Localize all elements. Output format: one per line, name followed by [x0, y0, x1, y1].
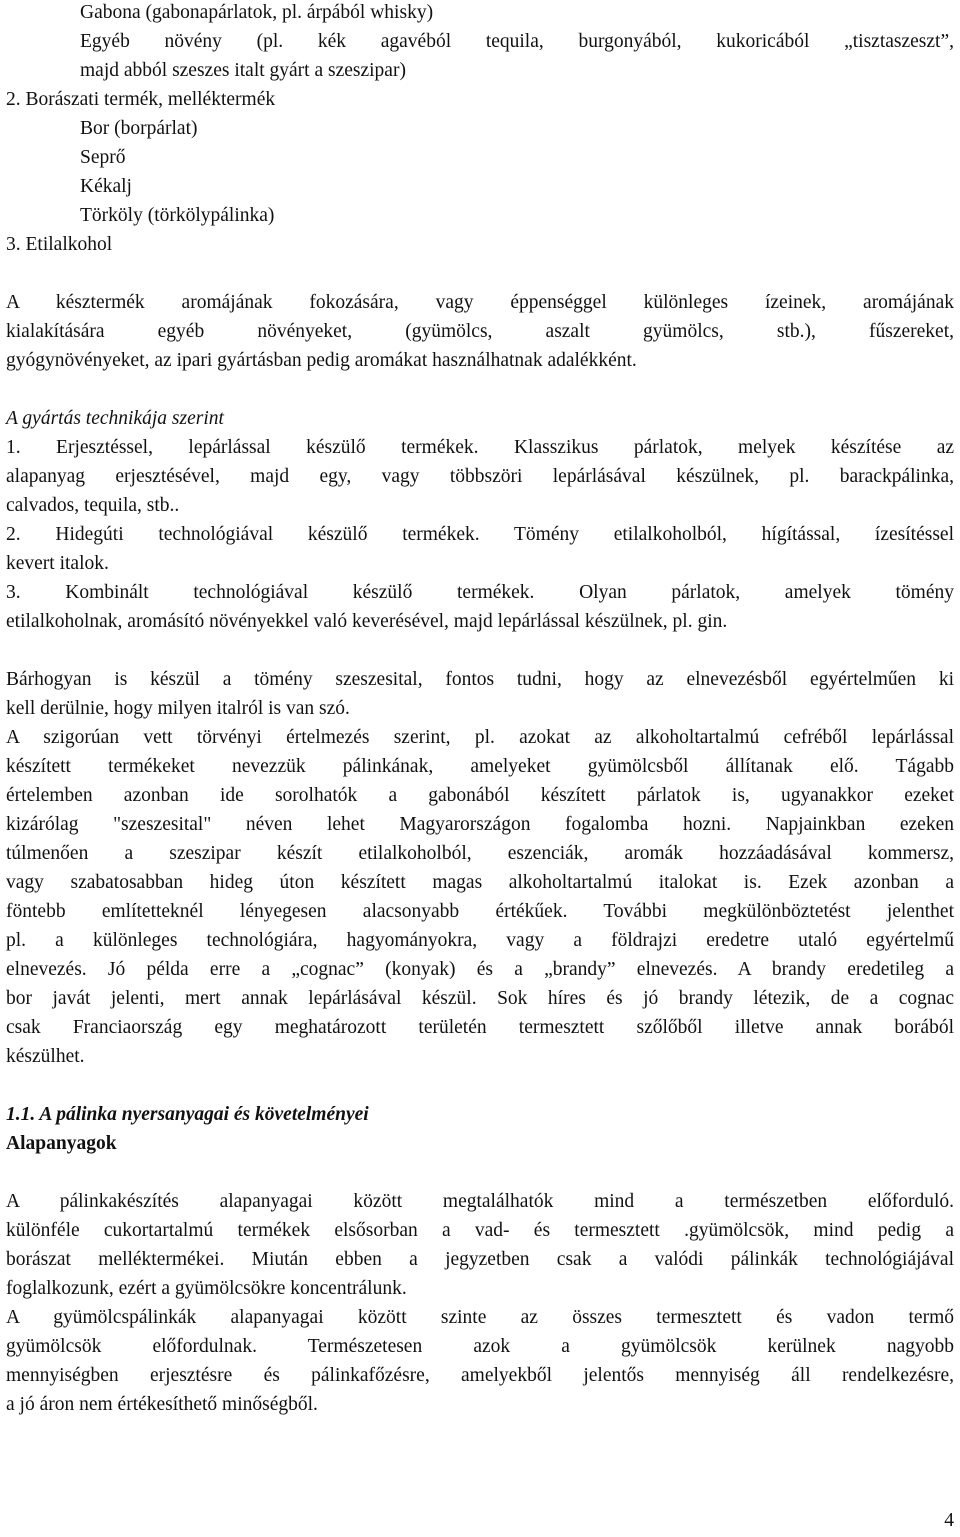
list-item-etilalkohol: 3. Etilalkohol — [6, 234, 113, 255]
paragraph-line: csak Franciaország egy meghatározott területén termesztett szőlőből illetve annak borából — [6, 1017, 954, 1038]
paragraph-line: Bárhogyan is készül a tömény szeszesital, fontos tudni, hogy az elnevezésből egyértelműen ki — [6, 669, 954, 690]
paragraph-line: A pálinkakészítés alapanyagai között megtalálhatók mind a természetben előforduló. — [6, 1191, 954, 1212]
list-item-sepro: Seprő — [80, 147, 126, 168]
list-item-bor: Bor (borpárlat) — [80, 118, 198, 139]
list-item-kekalj: Kékalj — [80, 176, 132, 197]
paragraph-line: bor javát jelenti, mert annak lepárlásával készül. Sok híres és jó brandy létezik, de a cognac — [6, 988, 954, 1009]
paragraph-line: kell derülnie, hogy milyen italról is van szó. — [6, 698, 350, 719]
paragraph-line: túlmenően a szeszipar készít etilalkoholból, eszenciák, aromák hozzáadásával kommersz, — [6, 843, 954, 864]
paragraph-line: különféle cukortartalmú termékek elsősorban a vad- és termesztett .gyümölcsök, mind pedig a — [6, 1220, 954, 1241]
page-number: 4 — [944, 1510, 954, 1531]
paragraph-line: kialakítására egyéb növényeket, (gyümölcs, aszalt gyümölcs, stb.), fűszereket, — [6, 321, 954, 342]
paragraph-line: készített termékeket nevezzük pálinkának, amelyeket gyümölcsből állítanak elő. Tágabb — [6, 756, 954, 777]
paragraph-line: értelemben azonban ide sorolhatók a gabonából készített párlatok is, ugyanakkor ezeket — [6, 785, 954, 806]
paragraph-line: a jó áron nem értékesíthető minőségből. — [6, 1394, 318, 1415]
paragraph-line: gyümölcsök előfordulnak. Természetesen azok a gyümölcsök kerülnek nagyobb — [6, 1336, 954, 1357]
paragraph-line: etilalkoholnak, aromásító növényekkel való keverésével, majd lepárlással készülnek, pl. gin. — [6, 611, 728, 632]
paragraph-line: A gyümölcspálinkák alapanyagai között szinte az összes termesztett és vadon termő — [6, 1307, 954, 1328]
paragraph-line: vagy szabatosabban hideg úton készített magas alkoholtartalmú italokat is. Ezek azonban a — [6, 872, 954, 893]
paragraph-line: borászat melléktermékei. Miután ebben a jegyzetben csak a valódi pálinkák technológiájával — [6, 1249, 954, 1270]
paragraph-line: 2. Hidegúti technológiával készülő termékek. Tömény etilalkoholból, hígítással, ízesítéssel — [6, 524, 954, 545]
paragraph-line: 3. Kombinált technológiával készülő termékek. Olyan párlatok, amelyek tömény — [6, 582, 954, 603]
technika-heading: A gyártás technikája szerint — [6, 408, 224, 429]
paragraph-line: pl. a különleges technológiára, hagyományokra, vagy a földrajzi eredetre utaló egyértelmű — [6, 930, 954, 951]
paragraph-line: mennyiségben erjesztésre és pálinkafőzésre, amelyekből jelentős mennyiség áll rendelkezésre, — [6, 1365, 954, 1386]
paragraph-line: gyógynövényeket, az ipari gyártásban pedig aromákat használhatnak adalékként. — [6, 350, 637, 371]
section-heading: 1.1. A pálinka nyersanyagai és követelményei — [6, 1104, 369, 1125]
paragraph-line: készülhet. — [6, 1046, 85, 1067]
paragraph-line: kizárólag "szeszesital" néven lehet Magyarországon fogalomba hozni. Napjainkban ezeken — [6, 814, 954, 835]
section-subheading: Alapanyagok — [6, 1133, 117, 1154]
list-item-egyeb-line-1: Egyéb növény (pl. kék agavéból tequila, burgonyából, kukoricából „tisztaszeszt”, — [80, 31, 954, 52]
paragraph-line: elnevezés. Jó példa erre a „cognac” (konyak) és a „brandy” elnevezés. A brandy eredetileg a — [6, 959, 954, 980]
paragraph-line: A szigorúan vett törvényi értelmezés szerint, pl. azokat az alkoholtartalmú cefréből lepárlással — [6, 727, 954, 748]
list-item-gabona: Gabona (gabonapárlatok, pl. árpából whisky) — [80, 2, 434, 23]
paragraph-line: föntebb említetteknél lényegesen alacsonyabb értékűek. További megkülönböztetést jelenthet — [6, 901, 954, 922]
paragraph-line: A késztermék aromájának fokozására, vagy éppenséggel különleges ízeinek, aromájának — [6, 292, 954, 313]
paragraph-line: kevert italok. — [6, 553, 109, 574]
paragraph-line: 1. Erjesztéssel, lepárlással készülő termékek. Klasszikus párlatok, melyek készítése az — [6, 437, 954, 458]
list-item-torkoly: Törköly (törkölypálinka) — [80, 205, 275, 226]
paragraph-line: foglalkozunk, ezért a gyümölcsökre koncentrálunk. — [6, 1278, 407, 1299]
list-item-egyeb-line-2: majd abból szeszes italt gyárt a szeszipar) — [80, 60, 406, 81]
list-item-boraszati: 2. Borászati termék, melléktermék — [6, 89, 276, 110]
paragraph-line: calvados, tequila, stb.. — [6, 495, 180, 516]
paragraph-line: alapanyag erjesztésével, majd egy, vagy többszöri lepárlásával készülnek, pl. barackpálinka, — [6, 466, 954, 487]
